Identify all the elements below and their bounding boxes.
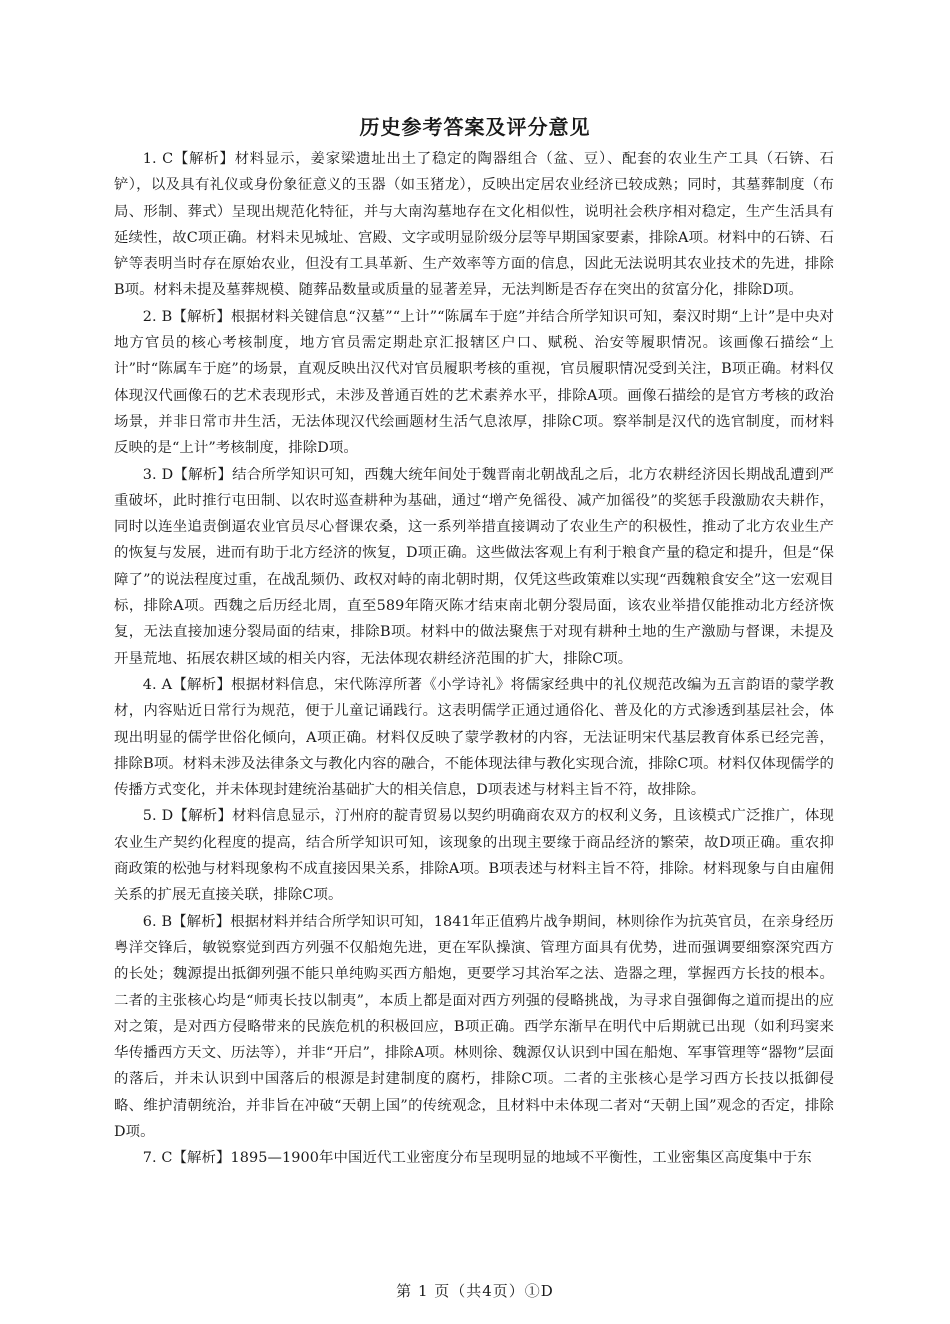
answer-paragraph-5: 5. D【解析】材料信息显示，汀州府的靛青贸易以契约明确商农双方的权利义务，且该模式广泛推广，体现农业生产契约化程度的提高，结合所学知识可知，该现象的出现主要缘于商品经济的繁荣，故D项正确。重农抑商政策的松弛与材料现象构不成直接因果关系，排除A项。B项表述与材料主旨不符，排除。材料现象与自由雇佣关系的扩展无直接关联，排除C项。 (114, 808, 834, 904)
answer-paragraph-6: 6. B【解析】根据材料并结合所学知识可知，1841年正值鸦片战争期间，林则徐作为抗英官员，在亲身经历粤洋交锋后，敏锐察觉到西方列强不仅船炮先进，更在军队操演、管理方面具有优势，进而强调要细察深究西方的长处；魏源提出抵御列强不能只单纯购买西方船炮，更要学习其治军之法、造器之理，掌握西方长技的根本。二者的主张核心均是“师夷长技以制夷”，本质上都是面对西方列强的侵略挑战，为寻求自强御侮之道而提出的应对之策，是对西方侵略带来的民族危机的积极回应，B项正确。西学东渐早在明代中后期就已出现（如利玛窦来华传播西方天文、历法等），并非“开启”，排除A项。林则徐、魏源仅认识到中国在船炮、军事管理等“器物”层面的落后，并未认识到中国落后的根源是封建制度的腐朽，排除C项。二者的主张核心是学习西方长技以抵御侵略、维护清朝统治，并非旨在冲破“天朝上国”的传统观念，且材料中未体现二者对“天朝上国”观念的否定，排除D项。 (114, 913, 834, 1140)
page-footer: 第 1 页（共4页）①D (396, 1282, 554, 1300)
answer-paragraph-3: 3. D【解析】结合所学知识可知，西魏大统年间处于魏晋南北朝战乱之后，北方农耕经济因长期战乱遭到严重破坏，此时推行屯田制、以农时巡查耕种为基础，通过“增产免徭役、减产加徭役”的奖惩手段激励农夫耕作，同时以连坐追责倒逼农业官员尽心督课农桑，这一系列举措直接调动了农业生产的积极性，推动了北方农业生产的恢复与发展，进而有助于北方经济的恢复，D项正确。这些做法客观上有利于粮食产量的稳定和提升，但是“保障了”的说法程度过重，在战乱频仍、政权对峙的南北朝时期，仅凭这些政策难以实现“西魏粮食安全”这一宏观目标，排除A项。西魏之后历经北周，直至589年隋灭陈才结束南北朝分裂局面，该农业举措仅能推动北方经济恢复，无法直接加速分裂局面的结束，排除B项。材料中的做法聚焦于对现有耕种土地的生产激励与督课，未提及开垦荒地、拓展农耕区域的相关内容，无法体现农耕经济范围的扩大，排除C项。 (114, 466, 834, 667)
answer-explanations (114, 146, 834, 1172)
answer-paragraph-1: 1. C【解析】材料显示，姜家梁遗址出土了稳定的陶器组合（盆、豆）、配套的农业生产工具（石锛、石铲），以及具有礼仪或身份象征意义的玉器（如玉猪龙），反映出定居农业经济已较成熟；同时，其墓葬制度（布局、形制、葬式）呈现出规范化特征，并与大南沟墓地存在文化相似性，说明社会秩序相对稳定，生产生活具有延续性，故C项正确。材料未见城址、宫殿、文字或明显阶级分层等早期国家要素，排除A项。材料中的石锛、石铲等表明当时存在原始农业，但没有工具革新、生产效率等方面的信息，因此无法说明其农业技术的先进，排除B项。材料未提及墓葬规模、随葬品数量或质量的显著差异，无法判断是否存在突出的贫富分化，排除D项。 (114, 151, 834, 299)
answer-paragraph-2: 2. B【解析】根据材料关键信息“汉墓”“上计”“陈属车于庭”并结合所学知识可知，秦汉时期“上计”是中央对地方官员的核心考核制度，地方官员需定期赴京汇报辖区户口、赋税、治安等履职情况。该画像石描绘“上计”时“陈属车于庭”的场景，直观反映出汉代对官员履职考核的重视，官员履职情况受到关注，B项正确。材料仅体现汉代画像石的艺术表现形式，未涉及普通百姓的艺术素养水平，排除A项。画像石描绘的是官方考核的政治场景，并非日常市井生活，无法体现汉代绘画题材生活气息浓厚，排除C项。察举制是汉代的选官制度，而材料反映的是“上计”考核制度，排除D项。 (114, 308, 834, 457)
page-title: 历史参考答案及评分意见 (359, 115, 591, 139)
answer-paragraph-4: 4. A【解析】根据材料信息，宋代陈淳所著《小学诗礼》将儒家经典中的礼仪规范改编为五言韵语的蒙学教材，内容贴近日常行为规范，便于儿童记诵践行。这表明儒学正通过通俗化、普及化的方式渗透到基层社会，体现出明显的儒学世俗化倾向，A项正确。材料仅反映了蒙学教材的内容，无法证明宋代基层教育体系已经完善，排除B项。材料未涉及法律条文与教化内容的融合，不能体现法律与教化实现合流，排除C项。材料仅体现儒学的传播方式变化，并未体现封建统治基础扩大的相关信息，D项表述与材料主旨不符，故排除。 (114, 676, 834, 799)
answer-paragraph-7: 7. C【解析】1895—1900年中国近代工业密度分布呈现明显的地域不平衡性，工业密集区高度集中于东 (142, 1150, 812, 1167)
